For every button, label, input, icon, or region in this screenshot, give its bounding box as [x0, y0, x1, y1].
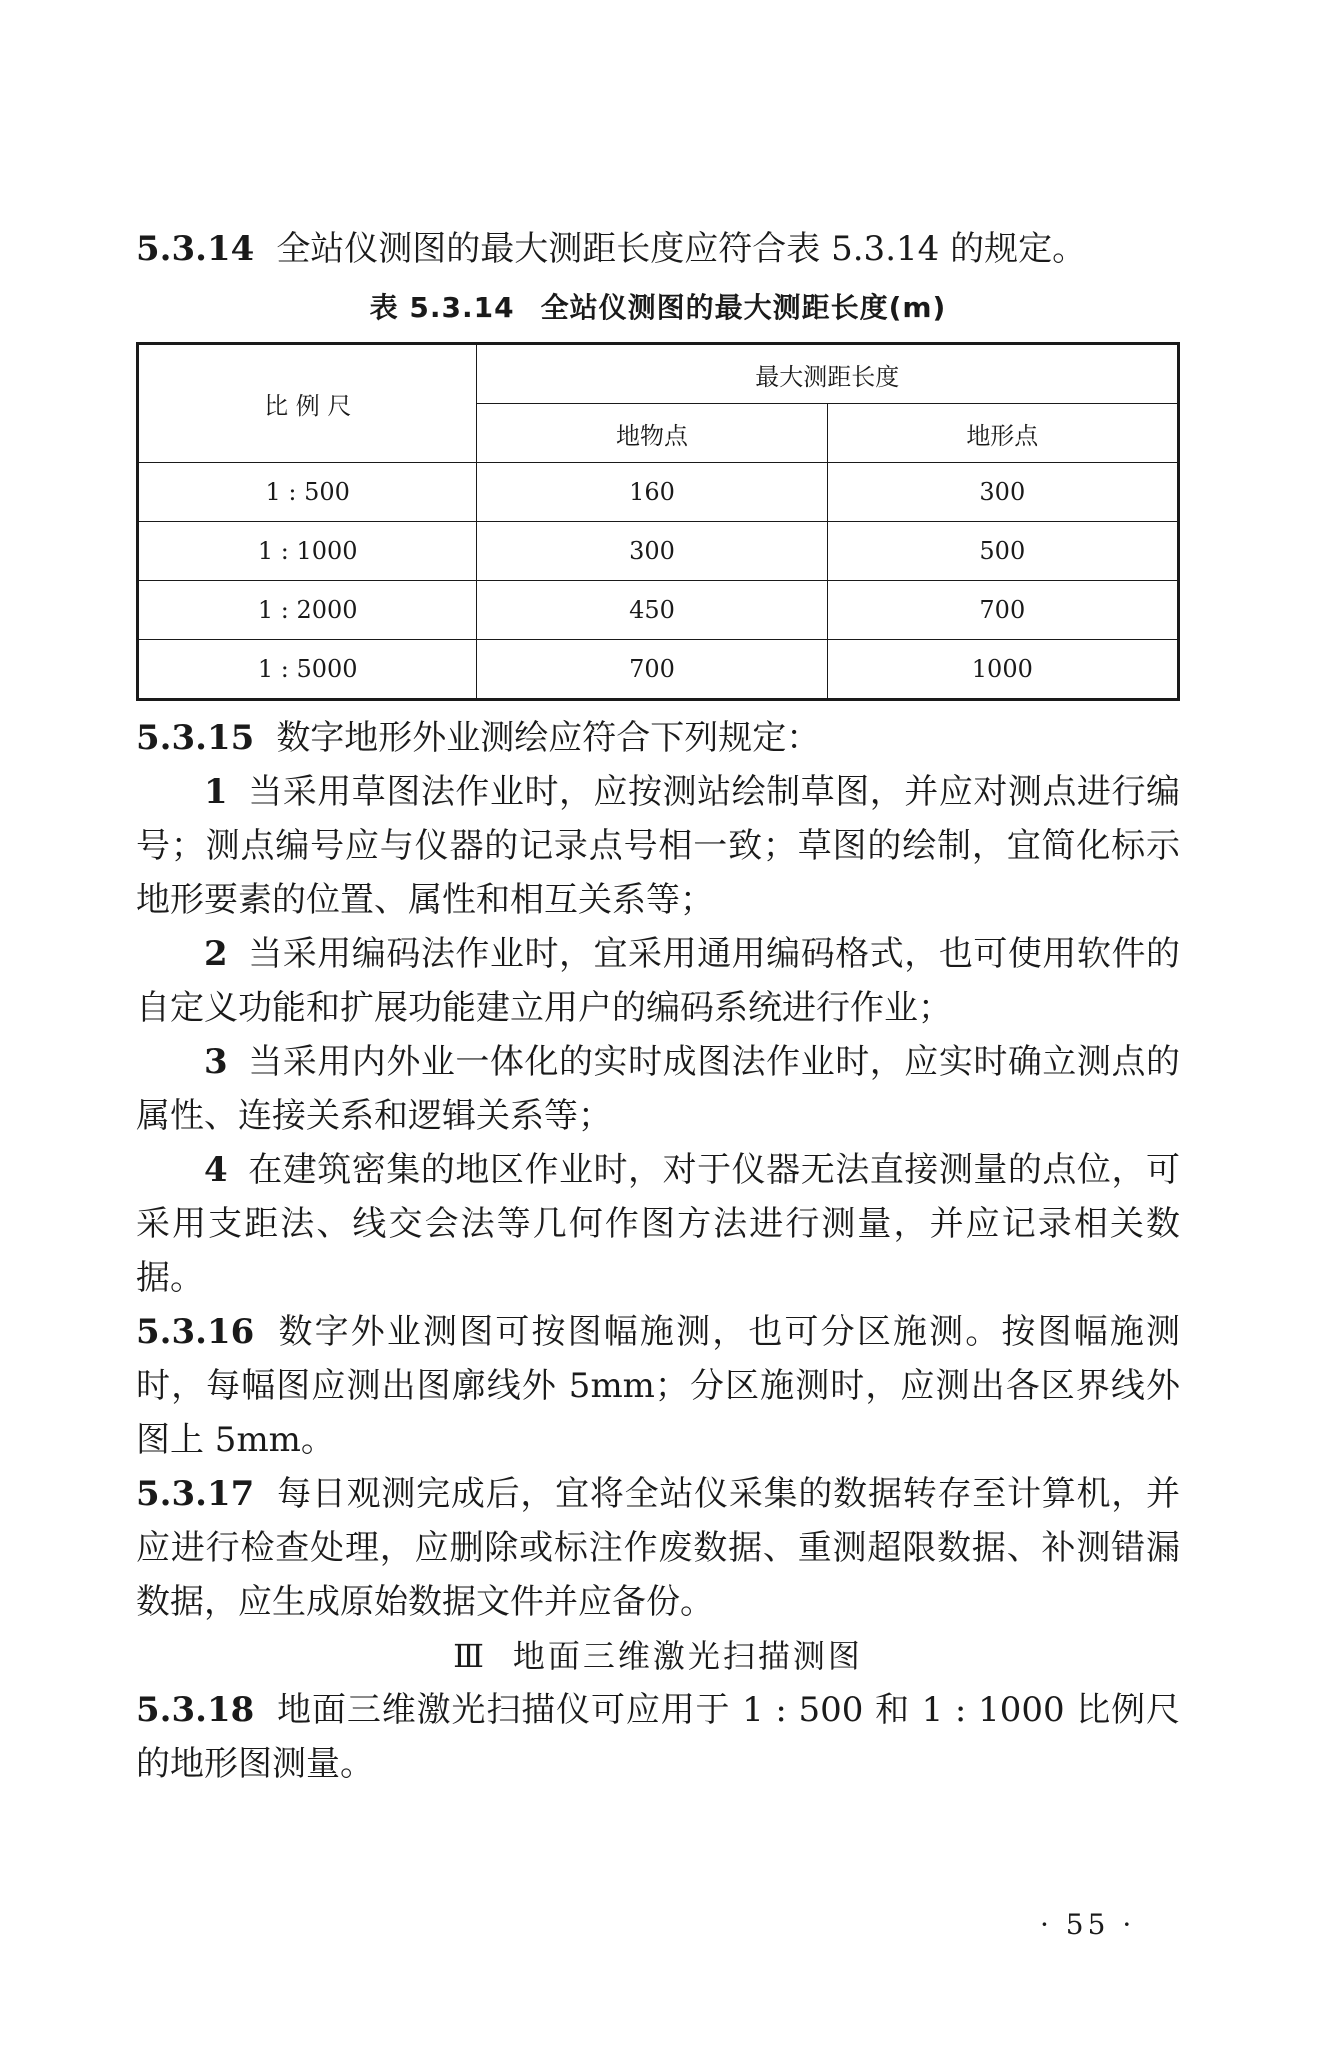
document-page — [136, 222, 1180, 1791]
item-text: 在建筑密集的地区作业时，对于仪器无法直接测量的点位，可采用支距法、线交会法等几何作图方法进行测量，并应记录相关数据。 — [136, 1150, 1180, 1298]
clause-5-3-16 — [136, 1305, 1180, 1467]
cell-scale: 1 : 5000 — [138, 640, 477, 700]
cell-terrain: 500 — [827, 522, 1178, 581]
clause-5-3-18 — [136, 1683, 1180, 1791]
section-title: 地面三维激光扫描测图 — [512, 1637, 863, 1675]
header-feature-point: 地物点 — [477, 404, 827, 463]
clause-text: 数字地形外业测绘应符合下列规定： — [276, 718, 821, 758]
table-row — [138, 581, 1179, 640]
clause-text: 地面三维激光扫描仪可应用于 1 : 500 和 1 : 1000 比例尺的地形图测量。 — [136, 1690, 1180, 1784]
list-item — [136, 1035, 1180, 1143]
page-number: · 55 · — [1040, 1908, 1136, 1941]
cell-feature: 300 — [477, 522, 827, 581]
list-item — [136, 765, 1180, 927]
clause-number: 5.3.18 — [136, 1690, 255, 1730]
cell-scale: 1 : 2000 — [138, 581, 477, 640]
cell-terrain: 300 — [827, 463, 1178, 522]
table-header-row — [138, 344, 1179, 404]
section-numeral: Ⅲ — [453, 1637, 487, 1675]
list-item — [136, 927, 1180, 1035]
table-title — [136, 286, 1180, 326]
clause-number: 5.3.17 — [136, 1474, 255, 1514]
table-row — [138, 640, 1179, 700]
clause-text: 全站仪测图的最大测距长度应符合表 5.3.14 的规定。 — [276, 229, 1087, 269]
clause-number: 5.3.14 — [136, 229, 255, 269]
clause-5-3-14 — [136, 222, 1180, 276]
cell-feature: 700 — [477, 640, 827, 700]
header-terrain-point: 地形点 — [827, 404, 1178, 463]
clause-5-3-17 — [136, 1467, 1180, 1629]
table-row — [138, 463, 1179, 522]
table-caption: 全站仪测图的最大测距长度(m) — [540, 291, 947, 324]
table-row — [138, 522, 1179, 581]
clause-text: 每日观测完成后，宜将全站仪采集的数据转存至计算机，并应进行检查处理，应删除或标注作废数据、重测超限数据、补测错漏数据，应生成原始数据文件并应备份。 — [136, 1474, 1180, 1622]
item-text: 当采用草图法作业时，应按测站绘制草图，并应对测点进行编号；测点编号应与仪器的记录点号相一致；草图的绘制，宜简化标示地形要素的位置、属性和相互关系等； — [136, 772, 1180, 920]
cell-feature: 450 — [477, 581, 827, 640]
clause-text: 数字外业测图可按图幅施测，也可分区施测。按图幅施测时，每幅图应测出图廓线外 5mm；分区施测时，应测出各区界线外图上 5mm。 — [136, 1312, 1180, 1460]
max-distance-table — [136, 342, 1180, 701]
clause-5-3-15 — [136, 711, 1180, 765]
item-number: 2 — [204, 934, 228, 974]
item-text: 当采用编码法作业时，宜采用通用编码格式，也可使用软件的自定义功能和扩展功能建立用户的编码系统进行作业； — [136, 934, 1180, 1028]
cell-terrain: 1000 — [827, 640, 1178, 700]
cell-terrain: 700 — [827, 581, 1178, 640]
table-number: 表 5.3.14 — [369, 291, 515, 324]
list-item — [136, 1143, 1180, 1305]
item-number: 1 — [204, 772, 228, 812]
cell-scale: 1 : 500 — [138, 463, 477, 522]
cell-feature: 160 — [477, 463, 827, 522]
header-max-distance: 最大测距长度 — [477, 344, 1179, 404]
clause-number: 5.3.15 — [136, 718, 255, 758]
clause-number: 5.3.16 — [136, 1312, 255, 1352]
item-number: 4 — [204, 1150, 228, 1190]
header-scale: 比 例 尺 — [138, 344, 477, 463]
item-number: 3 — [204, 1042, 228, 1082]
section-heading — [136, 1629, 1180, 1683]
cell-scale: 1 : 1000 — [138, 522, 477, 581]
item-text: 当采用内外业一体化的实时成图法作业时，应实时确立测点的属性、连接关系和逻辑关系等； — [136, 1042, 1180, 1136]
